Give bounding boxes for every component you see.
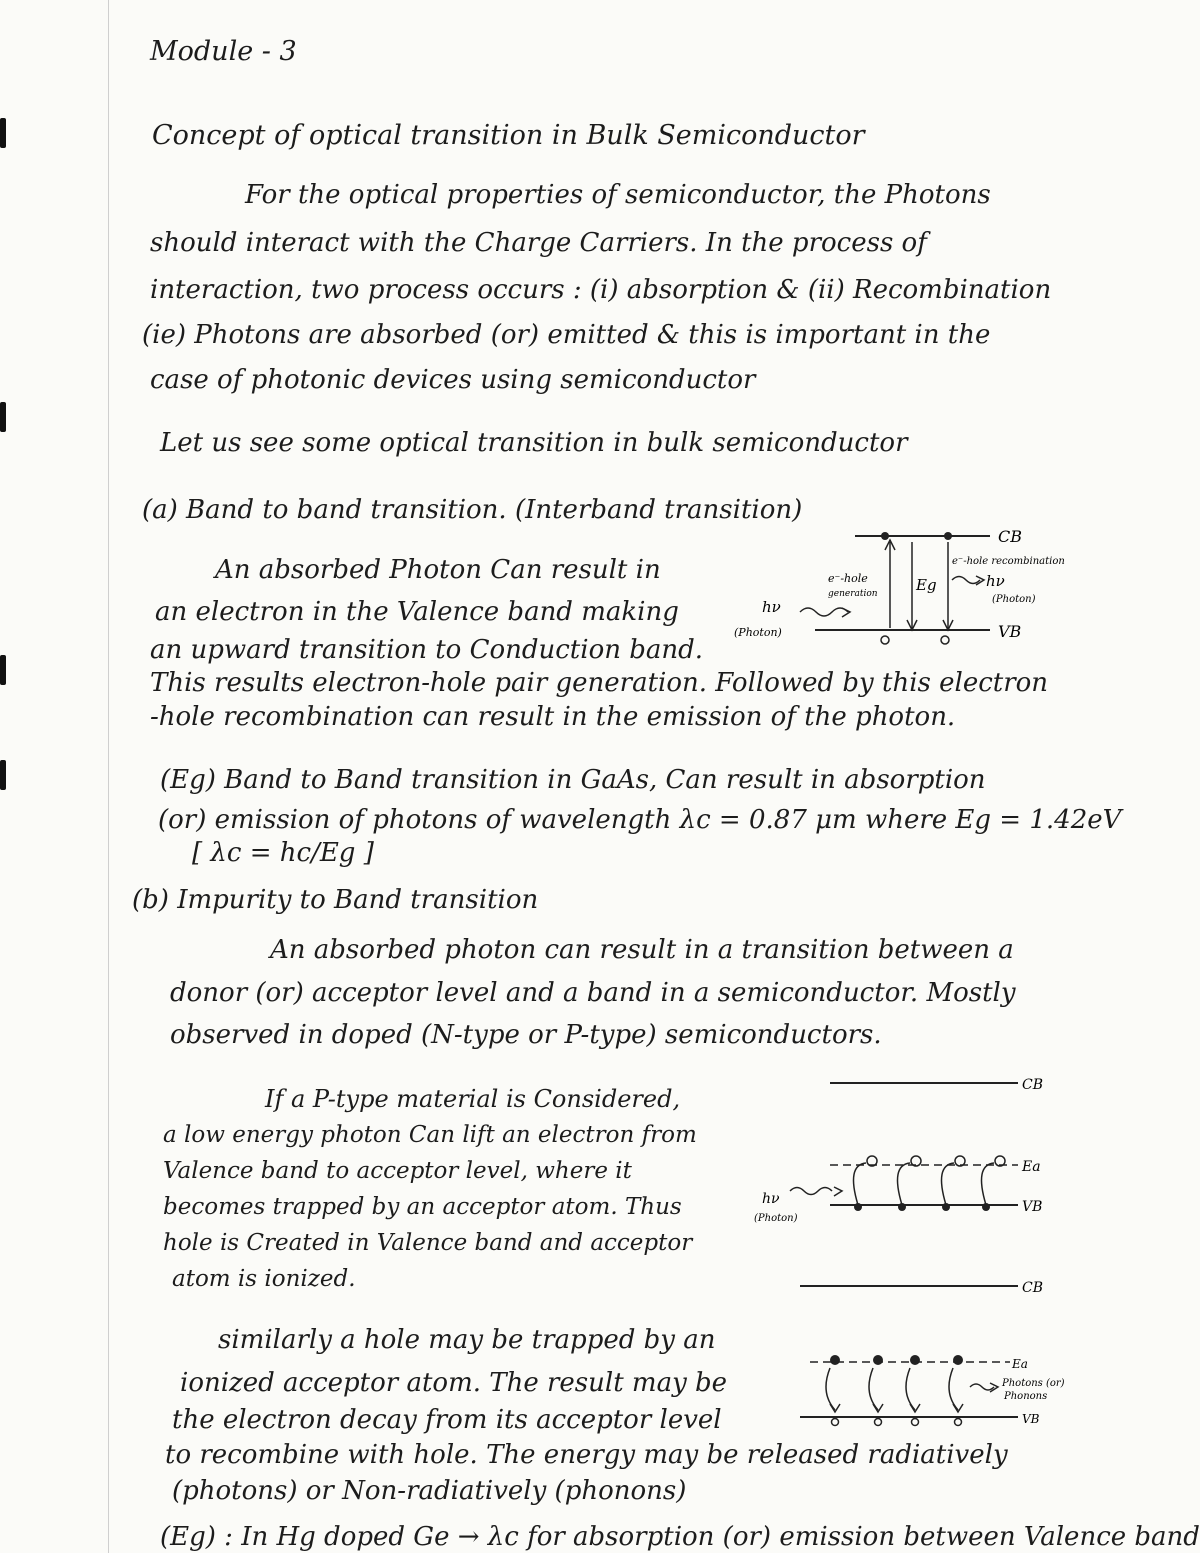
ea-label: Ea <box>1022 1159 1041 1175</box>
gen-label: generation <box>828 589 878 599</box>
section-b-line: observed in doped (N-type or P-type) semiconductors. <box>170 1020 882 1050</box>
binder-mark <box>0 760 6 790</box>
hv-in-label: hν <box>762 598 781 616</box>
binder-mark <box>0 655 6 685</box>
vb-label: VB <box>998 622 1022 641</box>
cb-label: CB <box>998 527 1022 546</box>
section-a-title: (a) Band to band transition. (Interband transition) <box>142 495 803 525</box>
section-a-line: -hole recombination can result in the emission of the photon. <box>150 702 956 732</box>
last-line: (Eg) : In Hg doped Ge → λc for absorption (or) emission between Valence band <box>160 1522 1200 1552</box>
section-b-line: An absorbed photon can result in a transition between a <box>270 935 1014 965</box>
intro-line: interaction, two process occurs : (i) absorption & (ii) Recombination <box>150 275 1052 305</box>
ea-label: Ea <box>1012 1357 1028 1371</box>
recomb-label: e⁻-hole recombination <box>952 556 1065 567</box>
section-a-line: an electron in the Valence band making <box>155 597 679 627</box>
ptype-line: If a P-type material is Considered, <box>265 1085 681 1113</box>
acceptor-recombination-diagram <box>780 1272 1080 1432</box>
eg-label: Eg <box>916 576 937 594</box>
hv-out-label: hν <box>986 572 1005 590</box>
hv-note: (Photon) <box>754 1213 798 1224</box>
band-to-band-diagram <box>730 520 1070 655</box>
example-line: (Eg) Band to Band transition in GaAs, Can result in absorption <box>160 765 986 795</box>
ptype-line: becomes trapped by an acceptor atom. Thus <box>163 1194 682 1220</box>
cb-label: CB <box>1022 1077 1043 1093</box>
ptype-line: a low energy photon Can lift an electron from <box>163 1122 697 1148</box>
example-line: (or) emission of photons of wavelength λc = 0.87 μm where Eg = 1.42eV <box>158 805 1122 835</box>
intro-line: For the optical properties of semiconductor, the Photons <box>245 180 991 210</box>
gen-label: e⁻-hole <box>828 572 868 585</box>
hv-out-note: (Photon) <box>992 594 1036 605</box>
ptype-line: hole is Created in Valence band and acceptor <box>163 1230 693 1256</box>
intro-line: (ie) Photons are absorbed (or) emitted & this is important in the <box>142 320 991 350</box>
intro-line: should interact with the Charge Carriers. In the process of <box>150 228 927 258</box>
section-a-line: An absorbed Photon Can result in <box>215 555 661 585</box>
section-b-title: (b) Impurity to Band transition <box>132 885 539 915</box>
hv-label: hν <box>762 1191 780 1207</box>
vb-label: VB <box>1022 1199 1043 1215</box>
out-note: Photons (or) <box>1002 1378 1065 1389</box>
lead-in: Let us see some optical transition in bulk semiconductor <box>160 428 908 458</box>
vb-label: VB <box>1022 1412 1040 1426</box>
similarly-line: similarly a hole may be trapped by an <box>218 1325 716 1355</box>
similarly-line: ionized acceptor atom. The result may be <box>180 1368 728 1398</box>
binder-mark <box>0 402 6 432</box>
section-a-line: an upward transition to Conduction band. <box>150 635 704 665</box>
ptype-line: Valence band to acceptor level, where it <box>163 1158 632 1184</box>
hv-in-note: (Photon) <box>734 626 782 639</box>
similarly-line: (photons) or Non-radiatively (phonons) <box>172 1476 687 1506</box>
module-title: Module - 3 <box>150 36 297 67</box>
intro-line: case of photonic devices using semiconductor <box>150 365 756 395</box>
section-a-line: This results electron-hole pair generation. Followed by this electron <box>150 668 1049 698</box>
example-formula: [ λc = hc/Eg ] <box>192 838 374 868</box>
section-b-line: donor (or) acceptor level and a band in a semiconductor. Mostly <box>170 978 1016 1008</box>
similarly-line: to recombine with hole. The energy may be released radiatively <box>165 1440 1008 1470</box>
similarly-line: the electron decay from its acceptor level <box>172 1405 722 1435</box>
out-note: Phonons <box>1004 1391 1048 1402</box>
binder-mark <box>0 118 6 148</box>
page-heading: Concept of optical transition in Bulk Semiconductor <box>152 120 865 151</box>
acceptor-absorption-diagram <box>750 1065 1070 1235</box>
margin-line <box>108 0 109 1553</box>
ptype-line: atom is ionized. <box>172 1266 356 1292</box>
cb-label: CB <box>1022 1280 1043 1296</box>
